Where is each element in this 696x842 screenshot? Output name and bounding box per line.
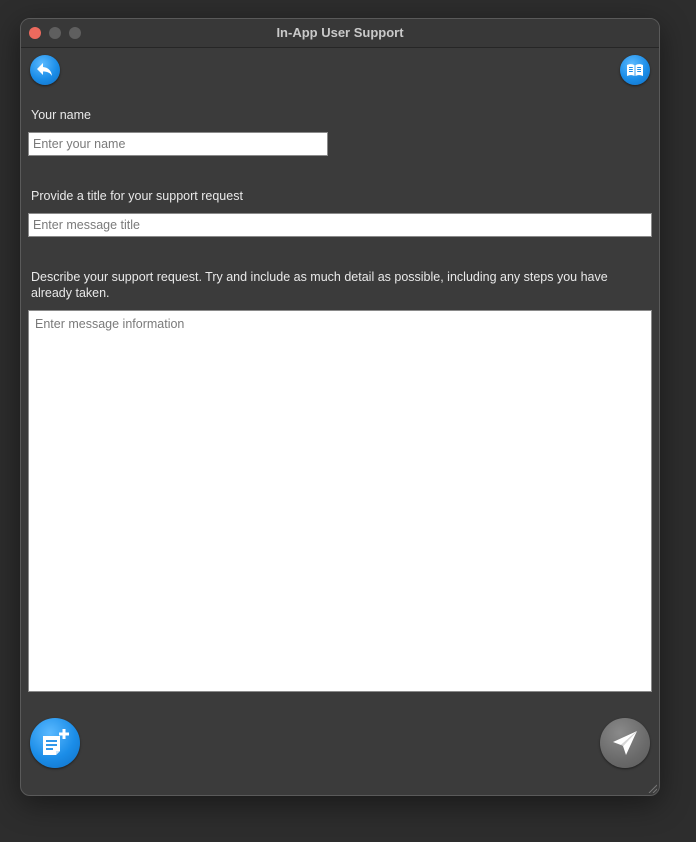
support-window — [20, 18, 660, 796]
help-book-button[interactable] — [620, 55, 650, 85]
window-title: In-App User Support — [276, 25, 404, 40]
resize-grip-icon[interactable] — [647, 783, 657, 793]
new-request-button[interactable] — [30, 718, 80, 768]
name-label: Your name — [31, 108, 91, 122]
title-bar[interactable] — [21, 19, 659, 48]
paper-plane-icon — [610, 728, 640, 758]
description-label: Describe your support request. Try and include as much detail as possible, including any steps you have already taken. — [31, 270, 608, 300]
name-input[interactable] — [28, 132, 328, 156]
back-button[interactable] — [30, 55, 60, 85]
send-button[interactable] — [600, 718, 650, 768]
back-arrow-icon — [36, 62, 54, 78]
title-label: Provide a title for your support request — [31, 189, 243, 203]
description-textarea[interactable] — [28, 310, 652, 692]
title-input[interactable] — [28, 213, 652, 237]
book-icon — [626, 63, 644, 77]
new-note-icon — [38, 726, 72, 760]
